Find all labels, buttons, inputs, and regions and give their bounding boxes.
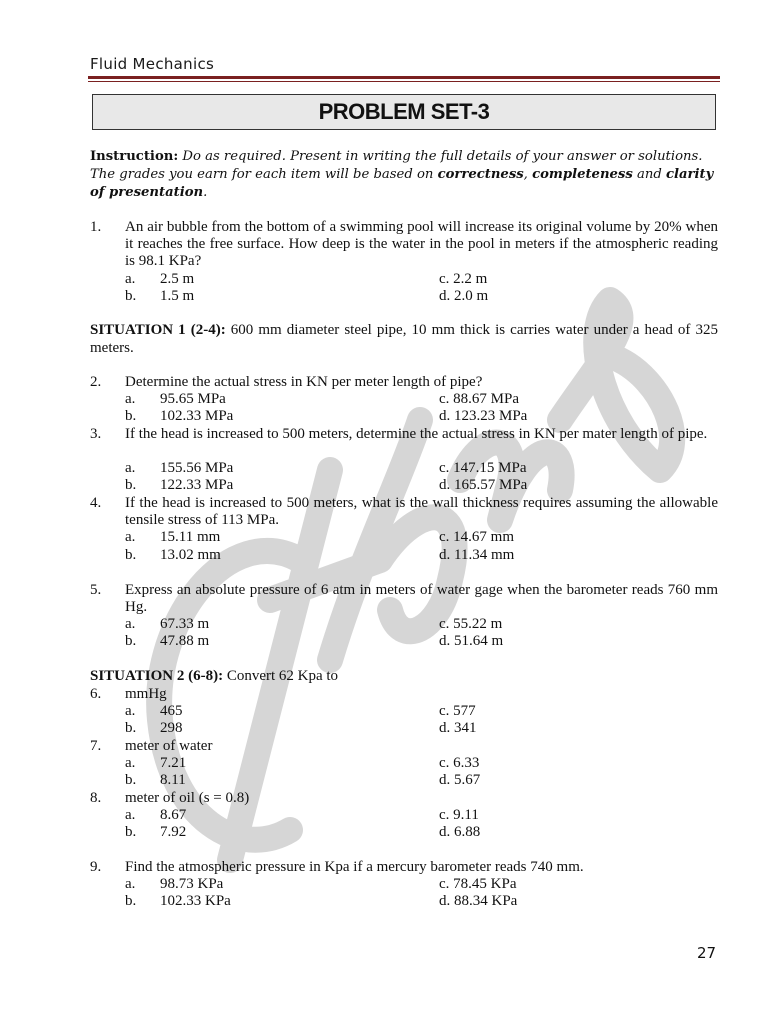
question-number: 2. bbox=[90, 374, 102, 390]
option-letter: a. bbox=[125, 529, 136, 545]
option-letter: a. bbox=[125, 460, 136, 476]
option-d: d. 123.23 MPa bbox=[439, 408, 528, 424]
question-number: 9. bbox=[90, 859, 102, 875]
option-value: 98.73 KPa bbox=[160, 876, 224, 892]
question-stem: meter of water bbox=[125, 738, 213, 754]
question-number: 1. bbox=[90, 219, 102, 235]
situation-1 bbox=[90, 322, 718, 357]
instruction-text: . bbox=[203, 185, 208, 200]
question-stem: Express an absolute pressure of 6 atm in meters of water gage when the barometer reads 760 mm Hg. bbox=[125, 582, 718, 615]
question-number: 4. bbox=[90, 495, 102, 511]
option-letter: b. bbox=[125, 824, 137, 840]
option-c: c. 6.33 bbox=[439, 755, 480, 771]
options-row bbox=[0, 633, 768, 650]
option-value: 122.33 MPa bbox=[160, 477, 234, 493]
option-letter: b. bbox=[125, 633, 137, 649]
situation-text: Convert 62 Kpa to bbox=[223, 668, 339, 684]
option-value: 298 bbox=[160, 720, 183, 736]
instruction-emphasis: correctness bbox=[437, 167, 524, 182]
option-value: 8.11 bbox=[160, 772, 186, 788]
instruction-text: Do as required. Present in writing the full details of your answer or solutions. The grades you earn for each item will be based on bbox=[90, 149, 703, 182]
option-letter: b. bbox=[125, 720, 137, 736]
question-number: 6. bbox=[90, 686, 102, 702]
instruction-emphasis: completeness bbox=[532, 167, 633, 182]
options-row bbox=[0, 720, 768, 737]
option-letter: b. bbox=[125, 477, 137, 493]
option-value: 13.02 mm bbox=[160, 547, 221, 563]
option-letter: b. bbox=[125, 772, 137, 788]
option-letter: a. bbox=[125, 703, 136, 719]
option-letter: b. bbox=[125, 547, 137, 563]
option-value: 1.5 m bbox=[160, 288, 195, 304]
option-value: 7.92 bbox=[160, 824, 187, 840]
option-letter: b. bbox=[125, 408, 137, 424]
options-row bbox=[0, 529, 768, 546]
option-c: c. 2.2 m bbox=[439, 271, 488, 287]
option-d: d. 51.64 m bbox=[439, 633, 504, 649]
situation-label: SITUATION 1 (2-4): bbox=[90, 322, 226, 338]
option-letter: b. bbox=[125, 893, 137, 909]
option-letter: a. bbox=[125, 616, 136, 632]
question-stem: An air bubble from the bottom of a swimming pool will increase its original volume by 20% when it reaches the free surface. How deep is the water in the pool in meters if the atmospheric reading is 98.1 KPa? bbox=[125, 219, 718, 269]
option-d: d. 5.67 bbox=[439, 772, 481, 788]
option-c: c. 577 bbox=[439, 703, 476, 719]
options-row bbox=[0, 547, 768, 564]
option-d: d. 88.34 KPa bbox=[439, 893, 518, 909]
option-value: 155.56 MPa bbox=[160, 460, 234, 476]
option-value: 465 bbox=[160, 703, 183, 719]
option-d: d. 6.88 bbox=[439, 824, 481, 840]
question-number: 8. bbox=[90, 790, 102, 806]
option-letter: a. bbox=[125, 807, 136, 823]
instruction-text: , bbox=[523, 167, 533, 182]
option-d: d. 341 bbox=[439, 720, 477, 736]
option-value: 102.33 KPa bbox=[160, 893, 231, 909]
options-row bbox=[0, 616, 768, 633]
options-row bbox=[0, 893, 768, 910]
option-value: 15.11 mm bbox=[160, 529, 221, 545]
option-value: 67.33 m bbox=[160, 616, 210, 632]
option-value: 7.21 bbox=[160, 755, 187, 771]
question-stem: meter of oil (s = 0.8) bbox=[125, 790, 250, 806]
problem-set-title-text: PROBLEM SET-3 bbox=[318, 99, 490, 124]
options-row bbox=[0, 288, 768, 305]
options-row bbox=[0, 876, 768, 893]
question-number: 3. bbox=[90, 426, 102, 442]
option-letter: a. bbox=[125, 391, 136, 407]
option-c: c. 147.15 MPa bbox=[439, 460, 527, 476]
option-value: 102.33 MPa bbox=[160, 408, 234, 424]
option-c: c. 14.67 mm bbox=[439, 529, 514, 545]
question-stem: mmHg bbox=[125, 686, 167, 702]
question-stem: If the head is increased to 500 meters, what is the wall thickness requires assuming the allowable tensile stress of 113 MPa. bbox=[125, 495, 718, 528]
situation-label: SITUATION 2 (6-8): bbox=[90, 668, 224, 684]
question-stem: If the head is increased to 500 meters, determine the actual stress in KN per mater length of pipe. bbox=[125, 426, 708, 442]
options-row bbox=[0, 807, 768, 824]
situation-text: 600 mm diameter steel pipe, 10 mm thick is carries water under a head of 325 meters. bbox=[90, 322, 719, 356]
options-row bbox=[0, 824, 768, 841]
problem-set-title bbox=[92, 94, 716, 130]
option-letter: b. bbox=[125, 288, 137, 304]
options-row bbox=[0, 408, 768, 425]
options-row bbox=[0, 755, 768, 772]
option-c: c. 55.22 m bbox=[439, 616, 503, 632]
instruction-paragraph bbox=[90, 148, 718, 202]
header-rule bbox=[88, 76, 720, 79]
option-value: 95.65 MPa bbox=[160, 391, 226, 407]
options-row bbox=[0, 271, 768, 288]
option-c: c. 9.11 bbox=[439, 807, 479, 823]
instruction-emphasis: clarity of presentation bbox=[90, 167, 714, 200]
option-d: d. 2.0 m bbox=[439, 288, 489, 304]
options-row bbox=[0, 772, 768, 789]
option-c: c. 78.45 KPa bbox=[439, 876, 517, 892]
page-number: 27 bbox=[697, 944, 717, 962]
situation-2 bbox=[90, 668, 718, 686]
question-stem: Find the atmospheric pressure in Kpa if a mercury barometer reads 740 mm. bbox=[125, 859, 584, 875]
options-row bbox=[0, 703, 768, 720]
option-value: 47.88 m bbox=[160, 633, 210, 649]
instruction-lead: Instruction: bbox=[90, 149, 179, 164]
instruction-text: and bbox=[632, 167, 666, 182]
option-letter: a. bbox=[125, 876, 136, 892]
option-value: 2.5 m bbox=[160, 271, 195, 287]
question-stem: Determine the actual stress in KN per meter length of pipe? bbox=[125, 374, 483, 390]
option-letter: a. bbox=[125, 271, 136, 287]
question-number: 5. bbox=[90, 582, 102, 598]
option-letter: a. bbox=[125, 755, 136, 771]
option-d: d. 11.34 mm bbox=[439, 547, 515, 563]
options-row bbox=[0, 477, 768, 494]
options-row bbox=[0, 391, 768, 408]
subject-header: Fluid Mechanics bbox=[90, 55, 215, 73]
option-c: c. 88.67 MPa bbox=[439, 391, 519, 407]
option-d: d. 165.57 MPa bbox=[439, 477, 528, 493]
options-row bbox=[0, 460, 768, 477]
question-number: 7. bbox=[90, 738, 102, 754]
header-rule-thin bbox=[88, 81, 720, 82]
option-value: 8.67 bbox=[160, 807, 187, 823]
